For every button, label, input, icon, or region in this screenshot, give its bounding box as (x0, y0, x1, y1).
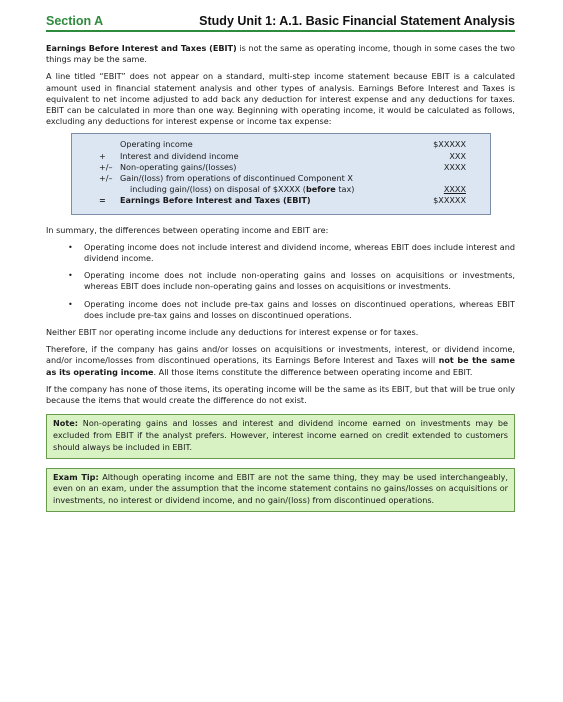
note-text: Non-operating gains and losses and interest and dividend income earned on investments may be excluded from EBIT if the analyst prefers. However, interest income earned on credit extended to customers should always be included in EBIT. (53, 418, 508, 452)
intro-lead-term: Earnings Before Interest and Taxes (EBIT) (46, 43, 237, 53)
page-header (46, 14, 515, 32)
ebit-calculation-box (71, 133, 491, 214)
list-item (46, 242, 515, 264)
therefore-text-end: . All those items constitute the difference between operating income and EBIT. (153, 366, 473, 377)
calc-operator: + (99, 150, 106, 161)
page (46, 14, 515, 521)
study-unit-title: Study Unit 1: A.1. Basic Financial Statement Analysis (199, 14, 515, 28)
note-label: Note: (53, 418, 78, 429)
calc-row-interest-dividend (72, 151, 490, 162)
list-item (46, 270, 515, 292)
calc-operator: +/– (99, 172, 113, 183)
none-items-paragraph: If the company has none of those items, its operating income will be the same as its EBIT, but that will be true only because the items that would create the difference do not exist. (46, 383, 515, 405)
calc-label-text: including gain/(loss) on disposal of $XXXX ( (130, 184, 306, 195)
intro-lead-rest: is not the same as operating income, though in some cases the two things may be the same. (46, 43, 515, 65)
summary-intro: In summary, the differences between operating income and EBIT are: (46, 224, 329, 235)
calc-row-non-operating (72, 162, 490, 173)
ebit-explanation-paragraph: A line titled “EBIT” does not appear on a standard, multi-step income statement because EBIT is a calculated amount used in financial statement analysis and other types of analysis. Earnings Before Interest and Taxes is equivalent to net income adjusted to add back any deduction for interest expense and any deductions for taxes. EBIT can be calculated in more than one way. Beginning with operating income, it would be calculated as follows, excluding any deductions for interest expense or income tax expense: (46, 71, 515, 127)
list-item-text: Operating income does not include interest and dividend income, whereas EBIT does include interest and dividend income. (84, 241, 515, 263)
exam-tip-box (46, 468, 515, 512)
calc-label-emphasis: before (305, 184, 336, 195)
calc-label: Earnings Before Interest and Taxes (EBIT) (120, 195, 311, 206)
bullet-icon: • (68, 270, 73, 281)
list-item-text: Operating income does not include non-operating gains and losses on acquisitions or investments, whereas EBIT does include non-operating gains and losses on acquisitions or investments. (84, 270, 515, 292)
calc-amount: XXXX (443, 161, 466, 172)
calc-label: Non-operating gains/(losses) (120, 161, 237, 172)
therefore-emphasis: not be the same as its operating income (46, 355, 515, 377)
differences-list (46, 242, 515, 321)
exam-tip-label: Exam Tip: (53, 471, 99, 482)
therefore-text: Therefore, if the company has gains and/or losses on acquisitions or investments, interest, or dividend income, and/or income/losses from discontinued operations, its Earnings Before Interest and Taxes will (46, 344, 515, 366)
calc-row-operating-income (72, 139, 490, 150)
list-item-text: Operating income does not include pre-tax gains and losses on discontinued operations, whereas EBIT does include pre-tax gains and losses on discontinued operations. (84, 298, 515, 320)
calc-row-discontinued (72, 173, 490, 195)
calc-amount: XXX (449, 150, 466, 161)
exam-tip-text: Although operating income and EBIT are not the same thing, they may be used interchangeably, even on an exam, under the assumption that the income statement contains no gains/losses on acquisitions or investments, no interest or dividend income, and no gain/(loss) from discontinued operations. (53, 471, 508, 506)
calc-label: Interest and dividend income (120, 150, 239, 161)
calc-row-ebit-total (72, 195, 490, 206)
list-item (46, 299, 515, 321)
calc-amount: XXXX (443, 184, 466, 195)
therefore-paragraph (46, 344, 515, 378)
bullet-icon: • (68, 298, 73, 309)
neither-paragraph: Neither EBIT nor operating income include any deductions for interest expense or for taxes. (46, 326, 419, 337)
bullet-icon: • (68, 241, 73, 252)
intro-paragraph (46, 43, 515, 65)
calc-label-text: tax) (335, 184, 355, 195)
calc-label: Operating income (120, 139, 193, 150)
calc-label-continuation (130, 184, 354, 195)
calc-operator: = (99, 195, 106, 206)
calc-label: Gain/(loss) from operations of discontinued Component X (120, 172, 353, 183)
calc-amount: $XXXXX (433, 139, 466, 150)
section-label: Section A (46, 14, 104, 28)
calc-amount: $XXXXX (433, 195, 466, 206)
note-box (46, 414, 515, 458)
calc-operator: +/– (99, 161, 113, 172)
